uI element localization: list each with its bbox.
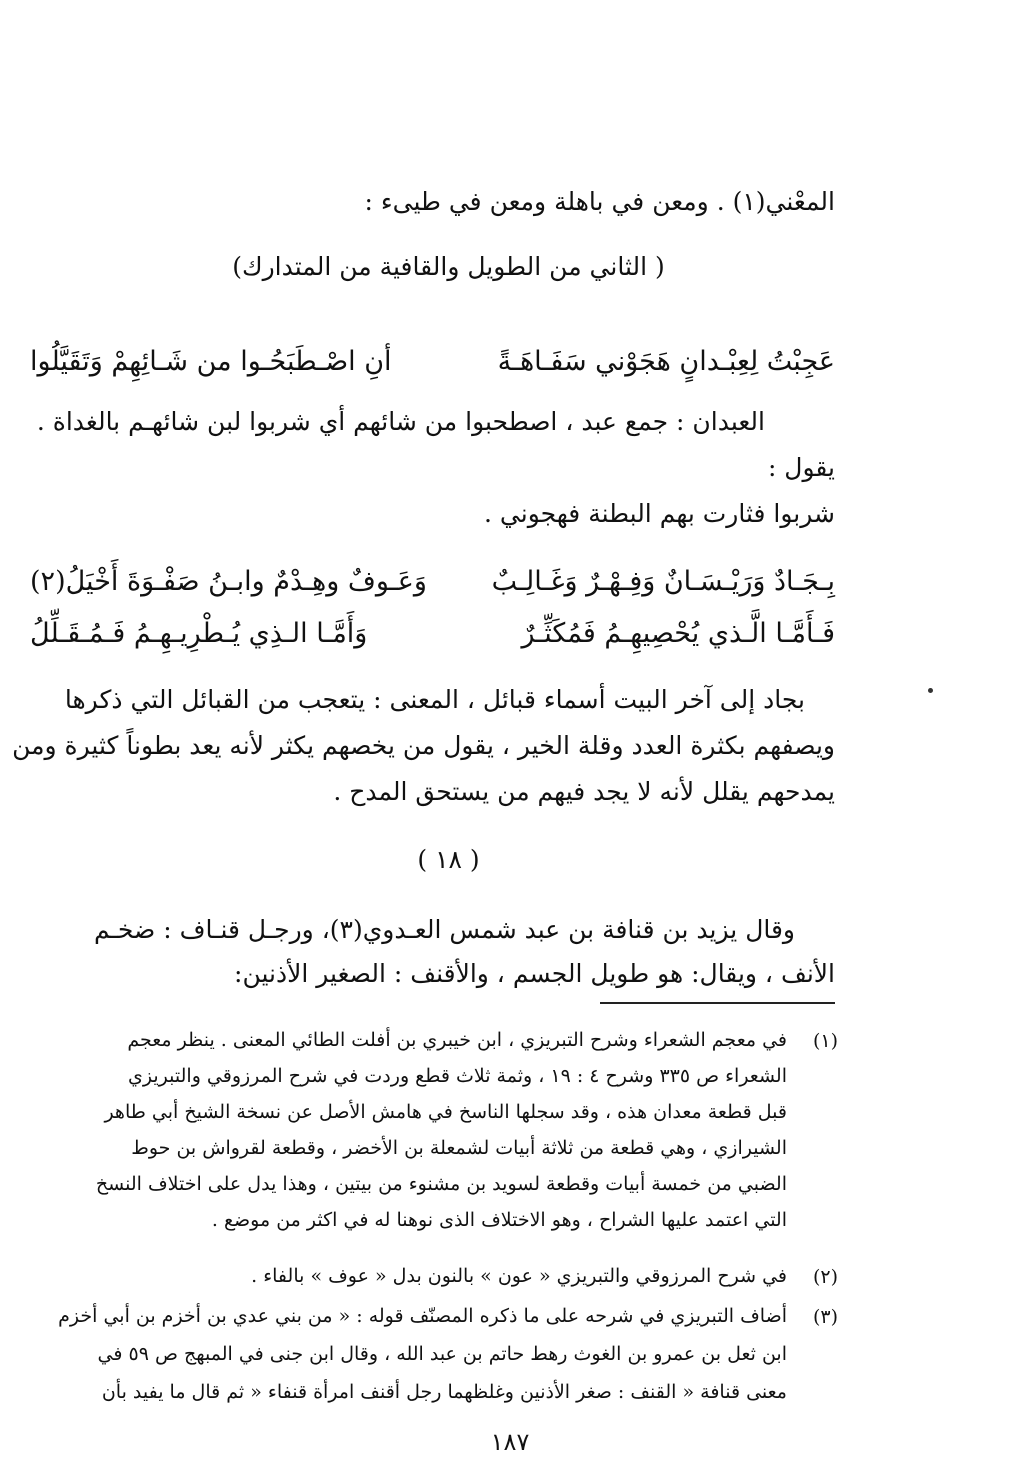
meter-heading: ( الثاني من الطويل والقافية من المتدارك): [232, 252, 665, 281]
verse-1-left: أنِ اصْـطَبَحُـوا من شَـائِهِمْ وَتَقَيَّلُوا: [30, 346, 392, 377]
footnote-1-line: الشيرازي ، وهي قطعة من ثلاثة أبيات لشمعلة بن الأخضر ، وقطعة لقرواش بن حوط: [131, 1137, 787, 1159]
section-18-line-2: الأنف ، ويقال: هو طويل الجسم ، والأقنف : الصغير الأذنين:: [234, 959, 835, 988]
verse-2-left: وَعَـوفٌ وهِـدْمٌ وابـنُ صَفْـوَةَ أَخْيَلُ(٢): [30, 566, 427, 597]
commentary-1-line-2: يقول :: [767, 453, 835, 482]
footnote-1-line: الشعراء ص ٣٣٥ وشرح ٤ : ١٩ ، وثمة ثلاث قطع وردت في شرح المرزوقي والتبريزي: [128, 1065, 787, 1087]
intro-line: المعْني(١) . ومعن في باهلة ومعن في طيىء :: [364, 187, 835, 216]
footnote-1-line: قبل قطعة معدان هذه ، وقد سجلها الناسخ في هامش الأصل عن نسخة الشيخ أبي طاهر: [104, 1101, 787, 1123]
margin-mark: [928, 688, 933, 693]
footnote-1-line: في معجم الشعراء وشرح التبريزي ، ابن خيبري بن أفلت الطائي المعنى . ينظر معجم: [127, 1029, 787, 1051]
verse-2-right: بِـجَـادٌ وَرَيْـسَـانٌ وَفِـهْـرٌ وَغَـالِـبٌ: [491, 566, 835, 597]
footnote-3-line: ابن ثعل بن عمرو بن الغوث رهط حاتم بن عبد الله ، وقال ابن جنى في المبهج ص ٥٩ في: [97, 1343, 787, 1365]
commentary-2-line-2: ويصفهم بكثرة العدد وقلة الخير ، يقول من يخصهم يكثر لأنه يعد بطوناً كثيرة ومن: [12, 731, 835, 760]
footnote-3-line: أضاف التبريزي في شرحه على ما ذكره المصنّف قوله : « من بني عدي بن أخزم بن أبي أخزم: [58, 1305, 787, 1327]
section-number: ( ١٨ ): [417, 845, 480, 874]
verse-1-right: عَجِبْتُ لِعِبْـدانٍ هَجَوْني سَفَـاهَـةً: [497, 346, 835, 377]
commentary-1-line-1: العبدان : جمع عبد ، اصطحبوا من شائهم أي شربوا لبن شائهـم بالغداة .: [36, 407, 765, 436]
footnote-1-line: الضبي من خمسة أبيات وقطعة لسويد بن مشنوء من بيتين ، وهذا يدل على اختلاف النسخ: [95, 1173, 787, 1195]
page-number: ١٨٧: [490, 1428, 530, 1456]
footnote-3-line: معنى قنافة « القنف : صغر الأذنين وغلظهما رجل أقنف امرأة قنفاء « ثم قال ما يفيد بأن: [101, 1381, 787, 1403]
section-18-line-1: وقال يزيد بن قنافة بن عبد شمس العـدوي(٣)، ورجـل قنـاف : ضخـم: [93, 915, 795, 944]
commentary-2-line-3: يمدحهم يقلل لأنه لا يجد فيهم من يستحق المدح .: [333, 777, 835, 806]
footnote-2-line: في شرح المرزوقي والتبريزي « عون » بالنون بدل « عوف » بالفاء .: [251, 1265, 787, 1287]
footnote-3-number: (٣): [812, 1306, 838, 1328]
verse-3-left: وَأَمَّـا الـذِي يُـطْرِيـهِـمُ فَـمُـقَـلِّلُ: [30, 618, 368, 649]
footnote-2-number: (٢): [812, 1266, 838, 1288]
footnote-1-line: التي اعتمد عليها الشراح ، وهو الاختلاف الذى نوهنا له في اكثر من موضع .: [211, 1209, 787, 1231]
commentary-1-line-3: شربوا فثارت بهم البطنة فهجوني .: [484, 499, 835, 528]
verse-3-right: فَـأَمَّـا الَّـذي يُحْصِيهِـمُ فَمُكَثِّـرٌ: [521, 618, 835, 649]
footnote-1-number: (١): [812, 1030, 838, 1052]
footnote-separator: [600, 1002, 835, 1004]
commentary-2-line-1: بجاد إلى آخر البيت أسماء قبائل ، المعنى : يتعجب من القبائل التي ذكرها: [64, 685, 805, 714]
